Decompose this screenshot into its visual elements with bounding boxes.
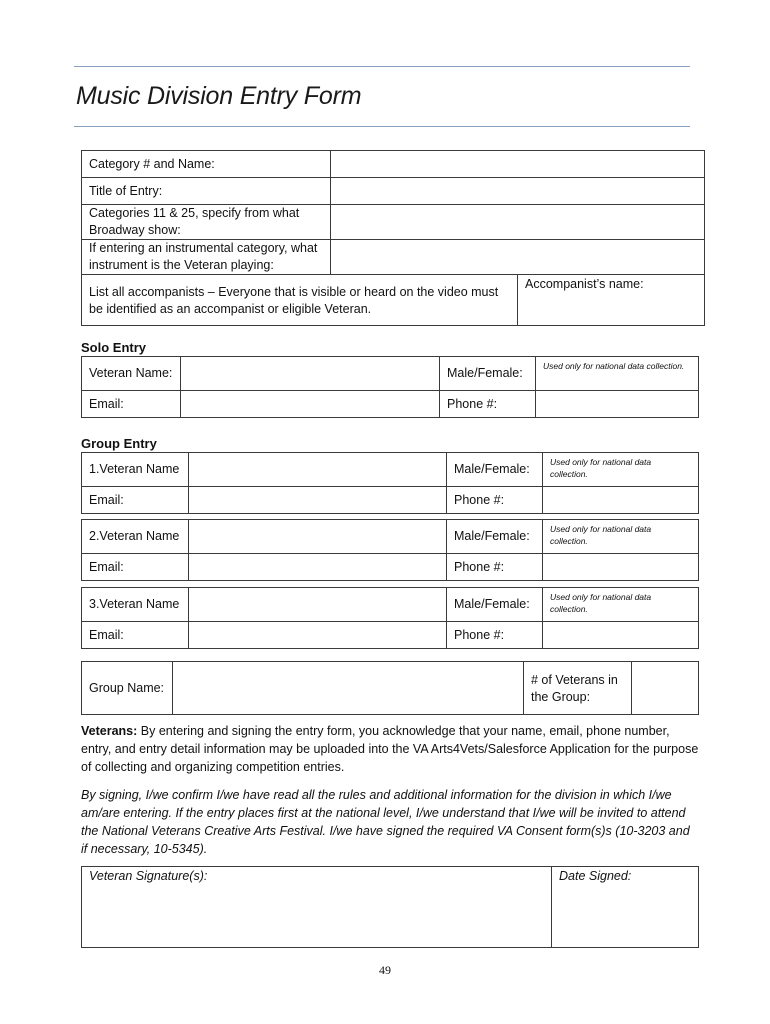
member-3-email-field[interactable]	[189, 622, 446, 649]
title-rule	[74, 126, 690, 127]
num-veterans-field[interactable]	[632, 662, 698, 715]
group-name-label: Group Name:	[89, 681, 165, 695]
top-rule	[74, 66, 690, 67]
member-1-name-field[interactable]	[189, 453, 446, 486]
member-1-gender-label: Male/Female:	[454, 462, 530, 476]
member-2-email-field[interactable]	[189, 554, 446, 581]
group-entry-heading: Group Entry	[81, 436, 157, 451]
solo-email-field[interactable]	[181, 391, 439, 418]
member-2-email-label: Email:	[89, 560, 124, 574]
member-3-gender-label: Male/Female:	[454, 597, 530, 611]
veteran-signature-field[interactable]	[82, 886, 551, 947]
member-3-phone-label: Phone #:	[454, 628, 505, 642]
member-1-gender-field[interactable]: Used only for national data collection.	[550, 457, 652, 479]
broadway-show-field[interactable]	[331, 205, 704, 239]
member-1-name-label: 1.Veteran Name	[89, 462, 180, 476]
group-name-field[interactable]	[173, 662, 523, 715]
member-3-name-field[interactable]	[189, 588, 446, 621]
signing-statement: By signing, I/we confirm I/we have read all the rules and additional information for the division in which I/we am/are entering. If the entry places first at the national level, I/we understand that I/we will be invited to attend the National Veterans Creative Arts Festival. I/we have signed the required VA Consent form(s)s (10-3203 and if necessary, 10-5345).	[81, 788, 690, 856]
member-2-phone-field[interactable]	[543, 554, 698, 581]
member-2-phone-label: Phone #:	[454, 560, 505, 574]
solo-veteran-name-field[interactable]	[181, 357, 439, 390]
solo-gender-field[interactable]: Used only for national data collection.	[543, 361, 685, 371]
page-number: 49	[379, 963, 391, 977]
solo-entry-heading: Solo Entry	[81, 340, 147, 355]
broadway-show-label: Categories 11 & 25, specify from what Broadway show:	[89, 206, 300, 237]
solo-gender-label: Male/Female:	[447, 366, 523, 380]
veterans-lead: Veterans:	[81, 724, 138, 738]
title-of-entry-field[interactable]	[331, 178, 704, 204]
page-title: Music Division Entry Form	[76, 82, 362, 110]
solo-email-label: Email:	[89, 397, 124, 411]
date-signed-field[interactable]	[552, 886, 698, 947]
num-veterans-label: # of Veterans in the Group:	[531, 672, 618, 704]
date-signed-label: Date Signed:	[559, 869, 632, 883]
accompanists-label: List all accompanists – Everyone that is visible or heard on the video must be identified as an accompanist or eligible Veteran.	[89, 284, 499, 316]
member-3-name-label: 3.Veteran Name	[89, 597, 180, 611]
member-1-phone-label: Phone #:	[454, 493, 505, 507]
member-3-phone-field[interactable]	[543, 622, 698, 649]
accompanist-name-field[interactable]: Accompanist’s name:	[525, 277, 644, 291]
solo-phone-field[interactable]	[536, 391, 698, 418]
member-3-email-label: Email:	[89, 628, 124, 642]
category-field[interactable]	[331, 151, 704, 177]
member-2-name-field[interactable]	[189, 520, 446, 553]
member-2-gender-field[interactable]: Used only for national data collection.	[550, 524, 652, 546]
member-2-name-label: 2.Veteran Name	[89, 529, 180, 543]
member-1-phone-field[interactable]	[543, 487, 698, 514]
member-3-gender-field[interactable]: Used only for national data collection.	[550, 592, 652, 614]
instrument-label: If entering an instrumental category, what instrument is the Veteran playing:	[89, 241, 318, 272]
veterans-acknowledgement	[81, 722, 699, 776]
member-1-email-label: Email:	[89, 493, 124, 507]
category-label: Category # and Name:	[89, 156, 215, 171]
veterans-text: By entering and signing the entry form, you acknowledge that your name, email, phone number, entry, and entry detail information may be uploaded into the VA Arts4Vets/Salesforce Application for the purpose of collecting and organizing competition entries.	[81, 724, 699, 774]
veteran-signature-label: Veteran Signature(s):	[89, 869, 208, 883]
solo-phone-label: Phone #:	[447, 397, 498, 411]
member-2-gender-label: Male/Female:	[454, 529, 530, 543]
member-1-email-field[interactable]	[189, 487, 446, 514]
solo-veteran-name-label: Veteran Name:	[89, 366, 173, 380]
instrument-field[interactable]	[331, 240, 704, 274]
title-of-entry-label: Title of Entry:	[89, 183, 163, 198]
